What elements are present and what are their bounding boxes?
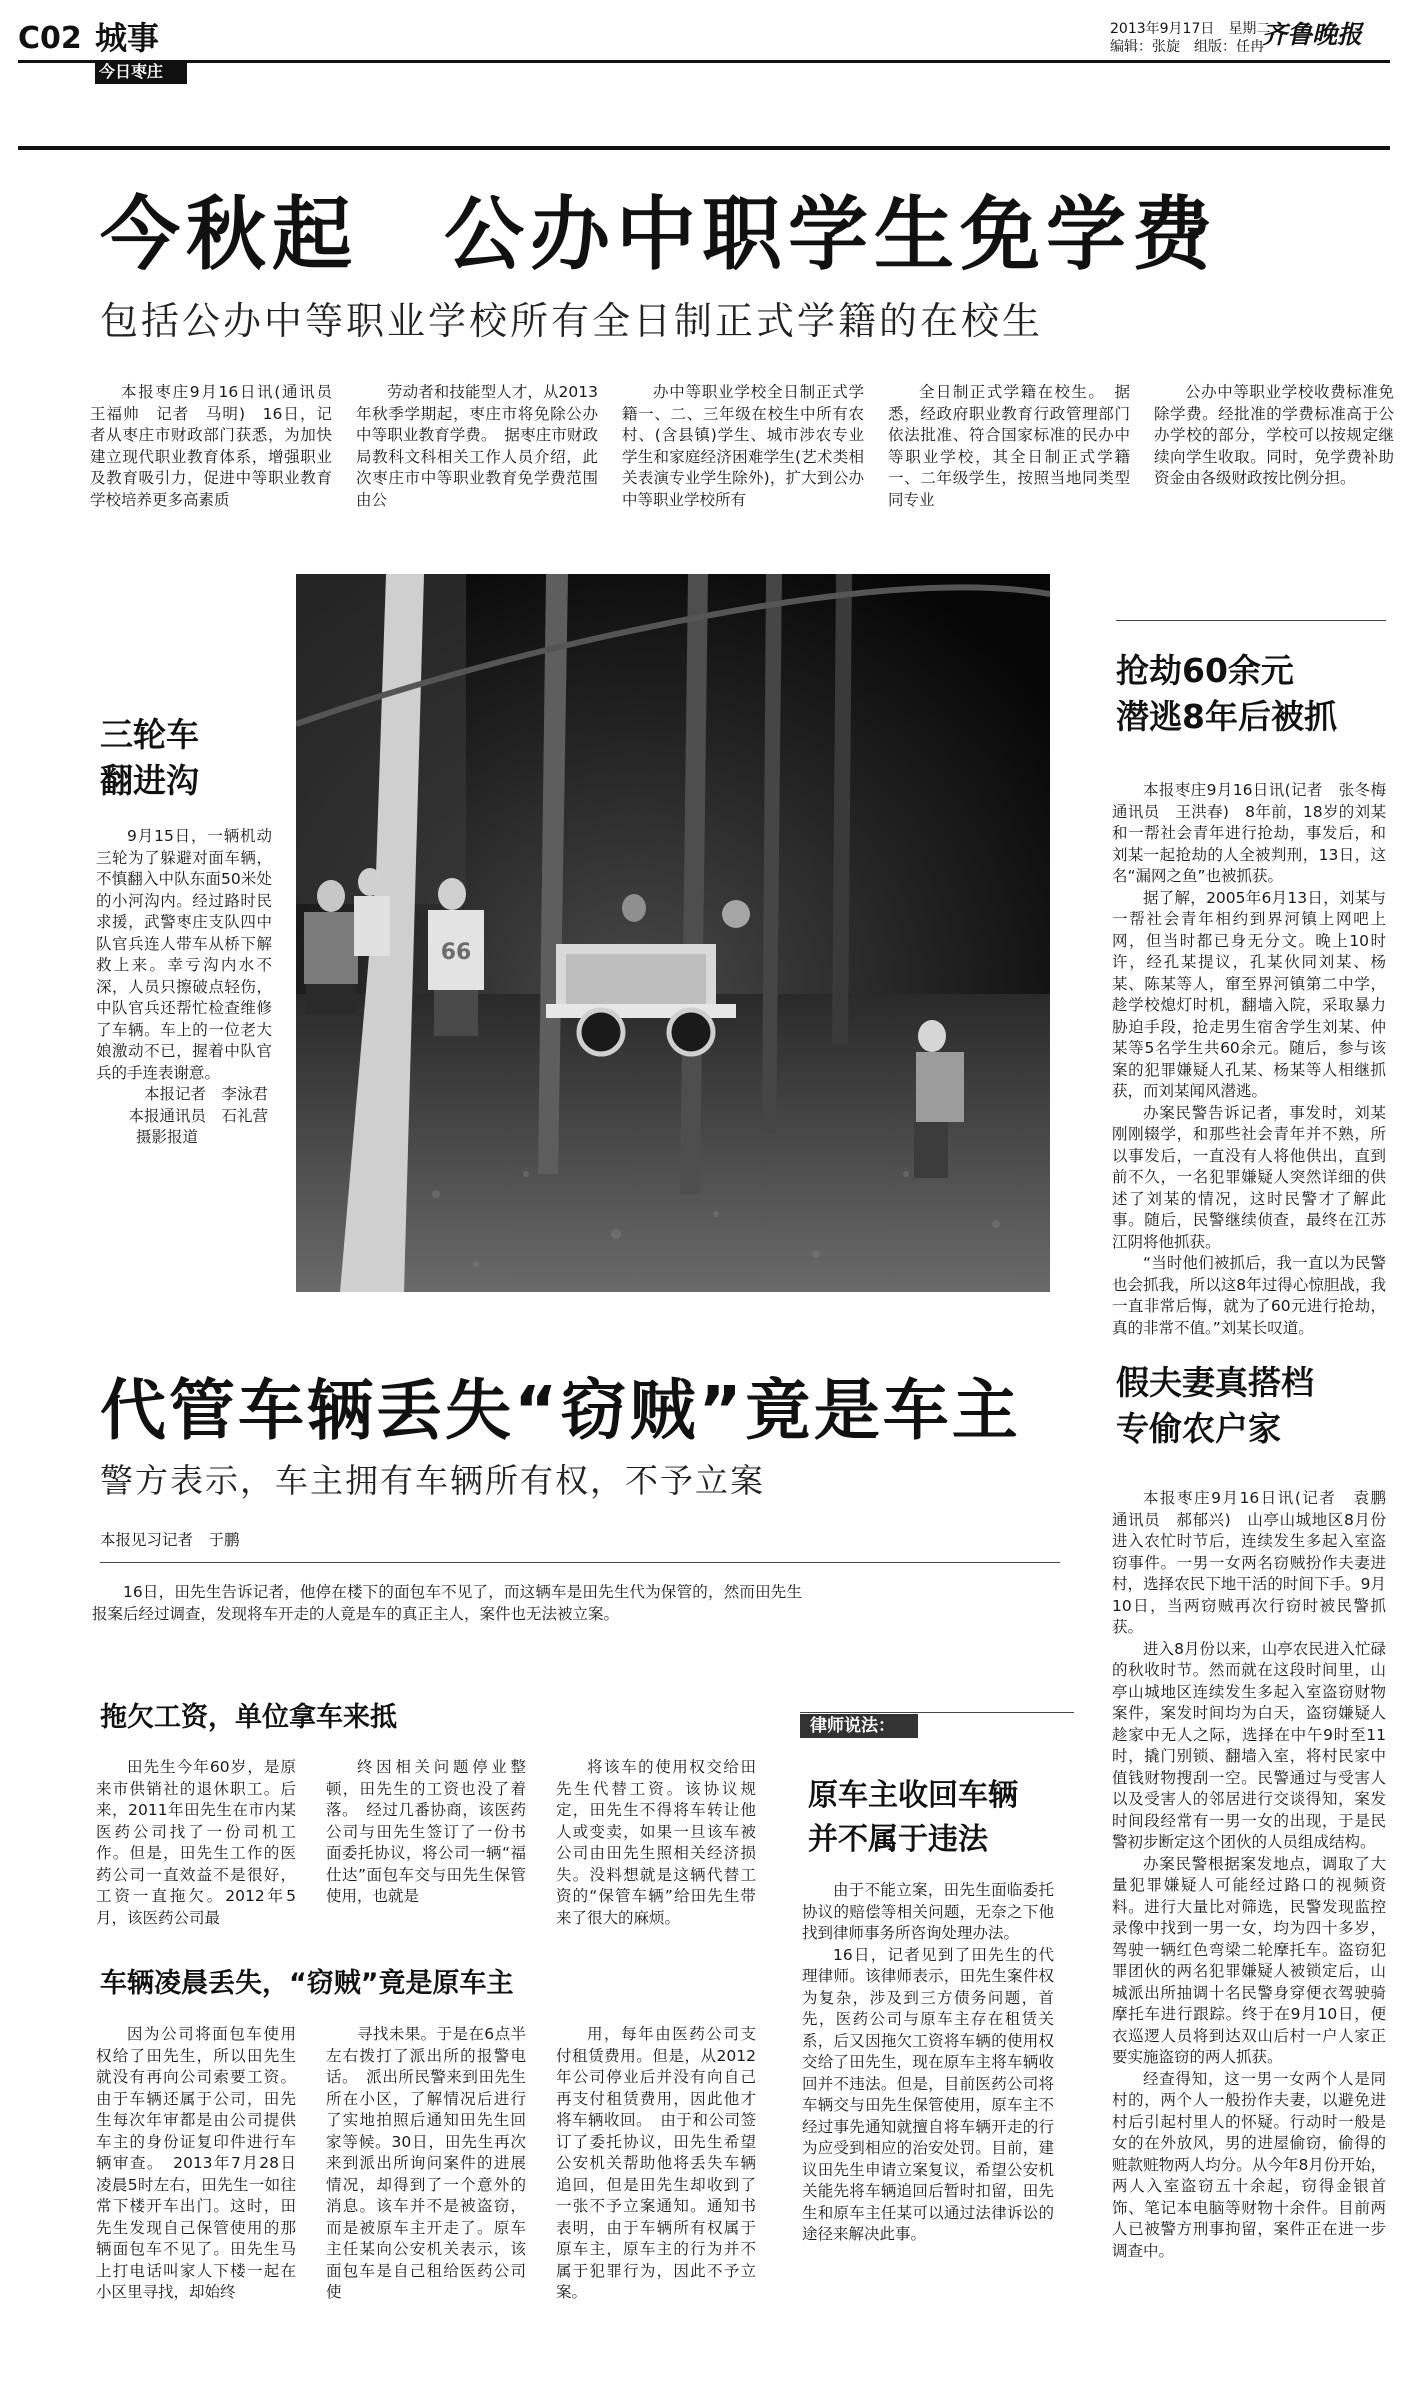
robbery-title (1116, 648, 1337, 740)
lawyer-title-line: 并不属于违法 (808, 1822, 988, 1857)
section-bar (18, 60, 1390, 63)
section-title: 城事 (95, 19, 160, 57)
vehicle-paragraph: 寻找未果。于是在6点半左右拨打了派出所的报警电话。 派出所民警来到田先生所在小区，了解情况后进行了实地拍照后通知田先生回家等候。30日，田先生再次来到派出所询问案件的进展情况，却得到了一个意外的消息。该车并不是被盗窃，而是被原车主开走了。原车主任某向公安机关表示，该面包车是自己租给医药公司使 (326, 2025, 526, 2301)
date-line: 2013年9月17日 星期二 (1110, 21, 1271, 37)
editor-line: 编辑：张旋 组版：任冉 (1110, 39, 1264, 55)
couple-paragraph: 本报枣庄9月16日讯(记者 袁鹏 通讯员 郝郁兴) 山亭山城地区8月份进入农忙时节后，连续发生多起入室盗窃事件。一男一女两名窃贼扮作夫妻进村，选择农民下地干活的时间下手。9月10日，当两窃贼再次行窃时被民警抓获。 (1112, 1489, 1402, 1636)
vehicle-s1-col-1 (96, 1757, 296, 1929)
tricycle-title-line: 三轮车 (100, 715, 199, 754)
lead-col-4 (888, 382, 1130, 511)
tricycle-credit: 本报记者 李泳君 (143, 1085, 268, 1103)
couple-paragraph: 经查得知，这一男一女两个人是同村的，两个人一般扮作夫妻，以避免进村后引起村里人的怀疑。行动时一般是女的在外放风，男的进屋偷窃，偷得的赃款赃物两人均分。从今年8月份开始，两人入室盗窃五十余起，窃得金银首饰、笔记本电脑等财物十余件。目前两人已被警方刑事拘留，案件正在进一步调查中。 (1112, 2069, 1386, 2260)
lead-col-1 (90, 382, 348, 511)
robbery-body (1112, 780, 1402, 1339)
robbery-paragraph: “当时他们被抓后，我一直以为民警也会抓我，所以这8年过得心惊胆战，我一直非常后悔，就为了60元进行抢劫，真的非常不值。”刘某长叹道。 (1112, 1254, 1386, 1337)
lead-col-2 (356, 382, 598, 511)
robbery-title-line: 潜逃8年后被抓 (1116, 697, 1337, 736)
lead-subheadline: 包括公办中等职业学校所有全日制正式学籍的在校生 (100, 299, 1044, 343)
tricycle-title-line: 翻进沟 (100, 761, 199, 800)
couple-body (1112, 1488, 1402, 2262)
lawyer-label: 律师说法： (810, 1716, 895, 1736)
top-divider (18, 146, 1390, 150)
vehicle-paragraph: 田先生今年60岁，是原来市供销社的退休职工。后来，2011年田先生在市内某医药公司找了一份司机工作。但是，田先生工作的医药公司一直效益不是很好，工资一直拖欠。2012年5月，该医药公司最 (96, 1758, 296, 1927)
lead-paragraph: 办中等职业学校全日制正式学籍一、二、三年级在校生中所有农村、(含县镇)学生、城市涉农专业学生和家庭经济困难学生(艺术类相关表演专业学生除外)，扩大到公办中等职业学校所有 (622, 383, 864, 509)
vehicle-s1-col-2 (326, 1757, 526, 1908)
vehicle-paragraph: 用，每年由医药公司支付租赁费用。但是，从2012年公司停业后并没有向自己再支付租赁费用，因此他才将车辆收回。 由于和公司签订了委托协议，田先生希望公安机关帮助他将丢失车辆追回，但是田先生却收到了一张不予立案通知。通知书表明，由于车辆所有权属于原车主，原车主的行为并不属于犯罪行为，因此不予立案。 (556, 2025, 756, 2301)
robbery-paragraph: 据了解，2005年6月13日，刘某与一帮社会青年相约到界河镇上网吧上网，但当时都已身无分文。晚上10时许，经孔某提议，孔某伙同刘某、杨某、陈某等人，窜至界河镇第二中学，趁学校熄灯时机，翻墙入院，采取暴力胁迫手段，抢走男生宿舍学生刘某、仲某等5名学生共60余元。随后，参与该案的犯罪嫌疑人孔某、杨某等人相继抓获，而刘某闻风潜逃。 (1112, 888, 1386, 1100)
robbery-paragraph: 办案民警告诉记者，事发时，刘某刚刚辍学，和那些社会青年并不熟，所以事发后，一直没有人将他供出，直到前不久，一名犯罪嫌疑人突然详细的供述了刘某的情况，这时民警才了解此事。随后，民警继续侦查，最终在江苏江阴将他抓获。 (1112, 1103, 1386, 1251)
vehicle-intro (92, 1582, 802, 1625)
lawyer-label-bar (800, 1712, 1074, 1713)
lead-paragraph: 本报枣庄9月16日讯(通讯员 王福帅 记者 马明) 16日，记者从枣庄市财政部门获悉，为加快建立现代职业教育体系，增强职业及教育吸引力，促进中等职业教育学校培养更多高素质 (90, 383, 348, 509)
page-code: C02 (18, 21, 82, 56)
vehicle-subheadline: 警方表示，车主拥有车辆所有权，不予立案 (100, 1461, 765, 1500)
tricycle-credit: 本报通讯员 石礼营 (128, 1106, 268, 1125)
vehicle-section1-title: 拖欠工资，单位拿车来抵 (100, 1702, 397, 1733)
vehicle-s2-col-2 (326, 2024, 526, 2304)
lead-paragraph: 劳动者和技能型人才，从2013年秋季学期起，枣庄市将免除公办中等职业教育学费。 据枣庄市财政局教科文科相关工作人员介绍，此次枣庄市中等职业教育免学费范围由公 (356, 383, 598, 509)
lawyer-title-line: 原车主收回车辆 (808, 1778, 1018, 1813)
tricycle-paragraph: 9月15日，一辆机动三轮为了躲避对面车辆，不慎翻入中队东面50米处的小河沟内。经过路时民求援，武警枣庄支队四中队官兵连人带车从桥下解救上来。幸亏沟内水不深，人员只擦破点轻伤，中队官兵还帮忙检查维修了车辆。车上的一位老大娘激动不已，握着中队官兵的手连表谢意。 (96, 827, 272, 1082)
tricycle-title (100, 712, 199, 804)
tricycle-body (96, 826, 272, 1149)
couple-title (1116, 1360, 1314, 1452)
vehicle-byline: 本报见习记者 于鹏 (100, 1531, 240, 1549)
robbery-top-rule (1116, 620, 1386, 621)
masthead-logo: 齐鲁晚报 (1262, 20, 1363, 49)
vehicle-intro-paragraph: 16日，田先生告诉记者，他停在楼下的面包车不见了，而这辆车是田先生代为保管的，然而田先生报案后经过调查，发现将车开走的人竟是车的真正主人，案件也无法被立案。 (92, 1583, 802, 1623)
lawyer-title (808, 1774, 1018, 1862)
lead-headline: 今秋起 公办中职学生免学费 (100, 188, 1218, 281)
tricycle-credit: 摄影报道 (136, 1128, 199, 1146)
couple-title-line: 假夫妻真搭档 (1116, 1363, 1314, 1402)
photo-scene (296, 574, 1050, 1292)
lawyer-paragraph: 16日，记者见到了田先生的代理律师。该律师表示，田先生案件权为复杂，涉及到三方债务问题，首先，医药公司与原车主存在租赁关系，后又因拖欠工资将车辆的使用权交给了田先生，现在原车主将车辆收回并不违法。但是，目前医药公司将车辆交与田先生保管使用，原车主不经过事先通知就擅自将车辆开走的行为应受到相应的治安处罚。目前，建议田先生申请立案复议，希望公安机关能先将车辆追回后暂时扣留，田先生和原车主任某可以通过法律诉讼的途径来解决此事。 (802, 1945, 1054, 2243)
subsection-label: 今日枣庄 (99, 62, 164, 81)
lead-col-3 (622, 382, 864, 511)
lead-paragraph: 全日制正式学籍在校生。 据悉，经政府职业教育行政管理部门依法批准、符合国家标准的民办中等职业学校，其全日制正式学籍一、二年级学生，按照当地同类型同专业 (888, 383, 1130, 509)
vehicle-paragraph: 因为公司将面包车使用权给了田先生，所以田先生就没有再向公司索要工资。由于车辆还属于公司，田先生每次年审都是由公司提供车主的身份证复印件进行车辆审查。 2013年7月28日凌晨5时左右，田先生一如往常下楼开车出门。这时，田先生发现自己保管使用的那辆面包车不见了。田先生马上打电话叫家人下楼一起在小区里寻找，却始终 (96, 2025, 296, 2301)
vehicle-byline-rule (100, 1562, 1060, 1563)
vehicle-paragraph: 将该车的使用权交给田先生代替工资。该协议规定，田先生不得将车转让他人或变卖，如果一旦该车被公司由田先生照相关经济损失。没料想就是这辆代替工资的“保管车辆”给田先生带来了很大的麻烦。 (556, 1758, 756, 1927)
vehicle-s2-col-3 (556, 2024, 756, 2304)
lead-col-5 (1154, 382, 1394, 490)
vehicle-s2-col-1 (96, 2024, 296, 2304)
vehicle-headline: 代管车辆丢失“窃贼”竟是车主 (100, 1372, 1021, 1449)
vehicle-s1-col-3 (556, 1757, 756, 1929)
robbery-title-line: 抢劫60余元 (1116, 651, 1294, 690)
couple-title-line: 专偷农户家 (1116, 1409, 1281, 1448)
jersey-number: 66 (440, 940, 472, 965)
robbery-paragraph: 本报枣庄9月16日讯(记者 张冬梅 通讯员 王洪春) 8年前，18岁的刘某和一帮社会青年进行抢劫，事发后，和刘某一起抢劫的人全被判刑，13日，这名“漏网之鱼”也被抓获。 (1112, 781, 1402, 885)
lead-paragraph: 公办中等职业学校收费标准免除学费。经批准的学费标准高于公办学校的部分，学校可以按规定继续向学生收取。同时，免学费补助资金由各级财政按比例分担。 (1154, 383, 1394, 487)
vehicle-section2-title: 车辆凌晨丢失，“窃贼”竟是原车主 (100, 1968, 514, 1999)
lawyer-body (802, 1880, 1054, 2246)
vehicle-paragraph: 终因相关问题停业整顿，田先生的工资也没了着落。 经过几番协商，该医药公司与田先生签订了一份书面委托协议，将公司一辆“福仕达”面包车交与田先生保管使用，也就是 (326, 1758, 526, 1905)
couple-paragraph: 办案民警根据案发地点，调取了大量犯罪嫌疑人可能经过路口的视频资料。进行大量比对筛选，民警发现监控录像中找到一男一女，均为四十多岁，驾驶一辆红色弯梁二轮摩托车。盗窃犯罪团伙的两名犯罪嫌疑人被锁定后，山城派出所抽调十名民警身穿便衣驾驶骑摩托车进行跟踪。终于在9月10日，便衣巡逻人员将到达双山后村一户人家正要实施盗窃的两人抓获。 (1112, 1854, 1386, 2066)
news-photo-tricycle-rescue (296, 574, 1050, 1292)
couple-paragraph: 进入8月份以来，山亭农民进入忙碌的秋收时节。然而就在这段时间里，山亭山城地区连续发生多起入室盗窃财物案件，案发时间均为白天，盗窃嫌疑人趁家中无人之际，选择在中午9时至11时，撬门别锁、翻墙入室，将村民家中值钱财物搜刮一空。民警通过与受害人以及受害人的邻居进行交谈得知，案发时间段经常有一男一女的出现，于是民警初步断定这个团伙的人员组成结构。 (1112, 1639, 1386, 1851)
lawyer-paragraph: 由于不能立案，田先生面临委托协议的赔偿等相关问题，无奈之下他找到律师事务所咨询处理办法。 (802, 1881, 1054, 1942)
